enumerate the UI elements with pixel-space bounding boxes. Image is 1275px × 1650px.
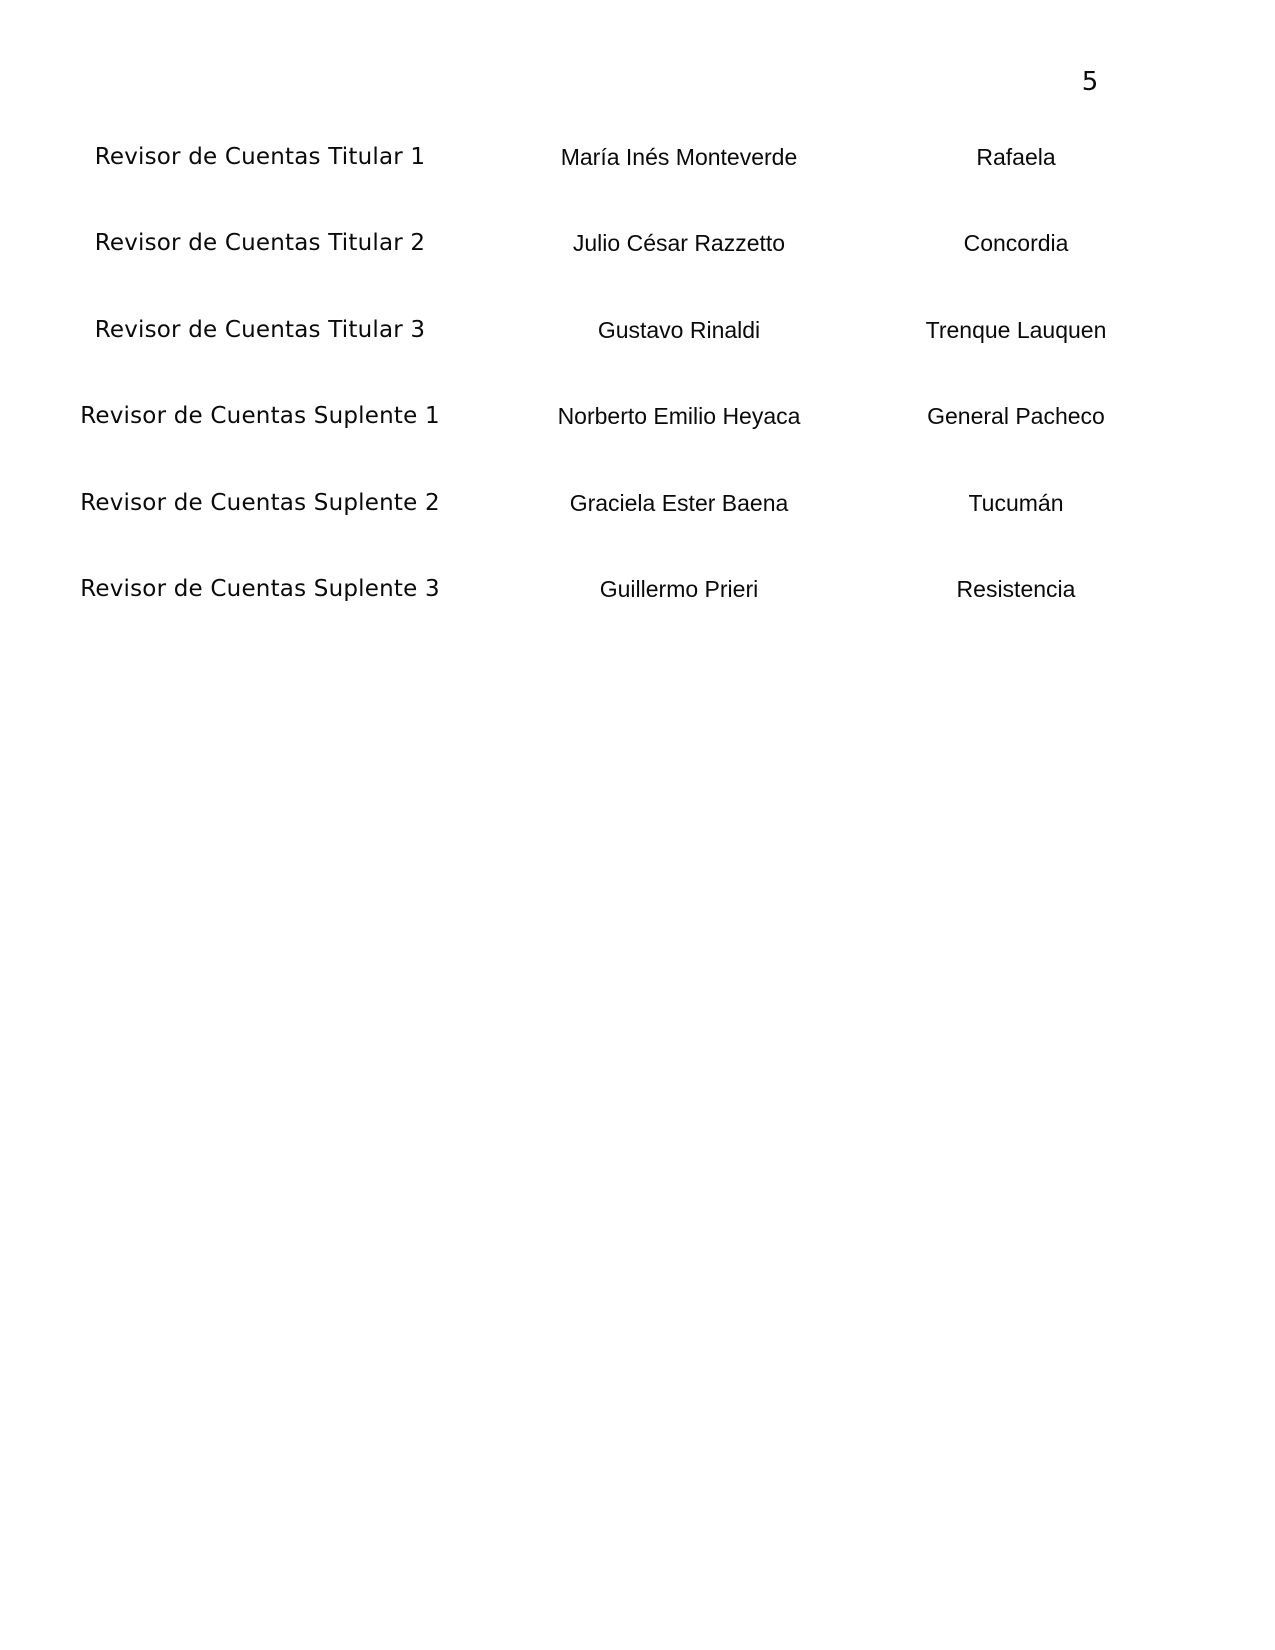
- name-cell: Julio César Razzetto: [572, 230, 786, 256]
- table-row: [0, 478, 1275, 528]
- table-row: [0, 132, 1275, 182]
- city-cell: Resistencia: [956, 576, 1076, 602]
- city-cell: Rafaela: [976, 144, 1056, 170]
- role-cell: Revisor de Cuentas Titular 1: [94, 144, 426, 170]
- city-cell: Tucumán: [968, 490, 1064, 516]
- table-row: [0, 218, 1275, 268]
- table-row: [0, 305, 1275, 355]
- city-cell: Trenque Lauquen: [925, 317, 1107, 343]
- role-cell: Revisor de Cuentas Titular 3: [94, 317, 426, 343]
- role-cell: Revisor de Cuentas Titular 2: [94, 230, 426, 256]
- role-cell: Revisor de Cuentas Suplente 1: [80, 403, 440, 429]
- role-cell: Revisor de Cuentas Suplente 3: [80, 576, 440, 602]
- city-cell: General Pacheco: [927, 403, 1105, 429]
- name-cell: Guillermo Prieri: [599, 576, 759, 602]
- table-row: [0, 564, 1275, 614]
- table-row: [0, 391, 1275, 441]
- name-cell: Norberto Emilio Heyaca: [557, 403, 801, 429]
- name-cell: Graciela Ester Baena: [569, 490, 789, 516]
- role-cell: Revisor de Cuentas Suplente 2: [80, 490, 440, 516]
- city-cell: Concordia: [963, 230, 1069, 256]
- name-cell: María Inés Monteverde: [560, 144, 798, 170]
- name-cell: Gustavo Rinaldi: [597, 317, 761, 343]
- page-number: 5: [1081, 67, 1099, 97]
